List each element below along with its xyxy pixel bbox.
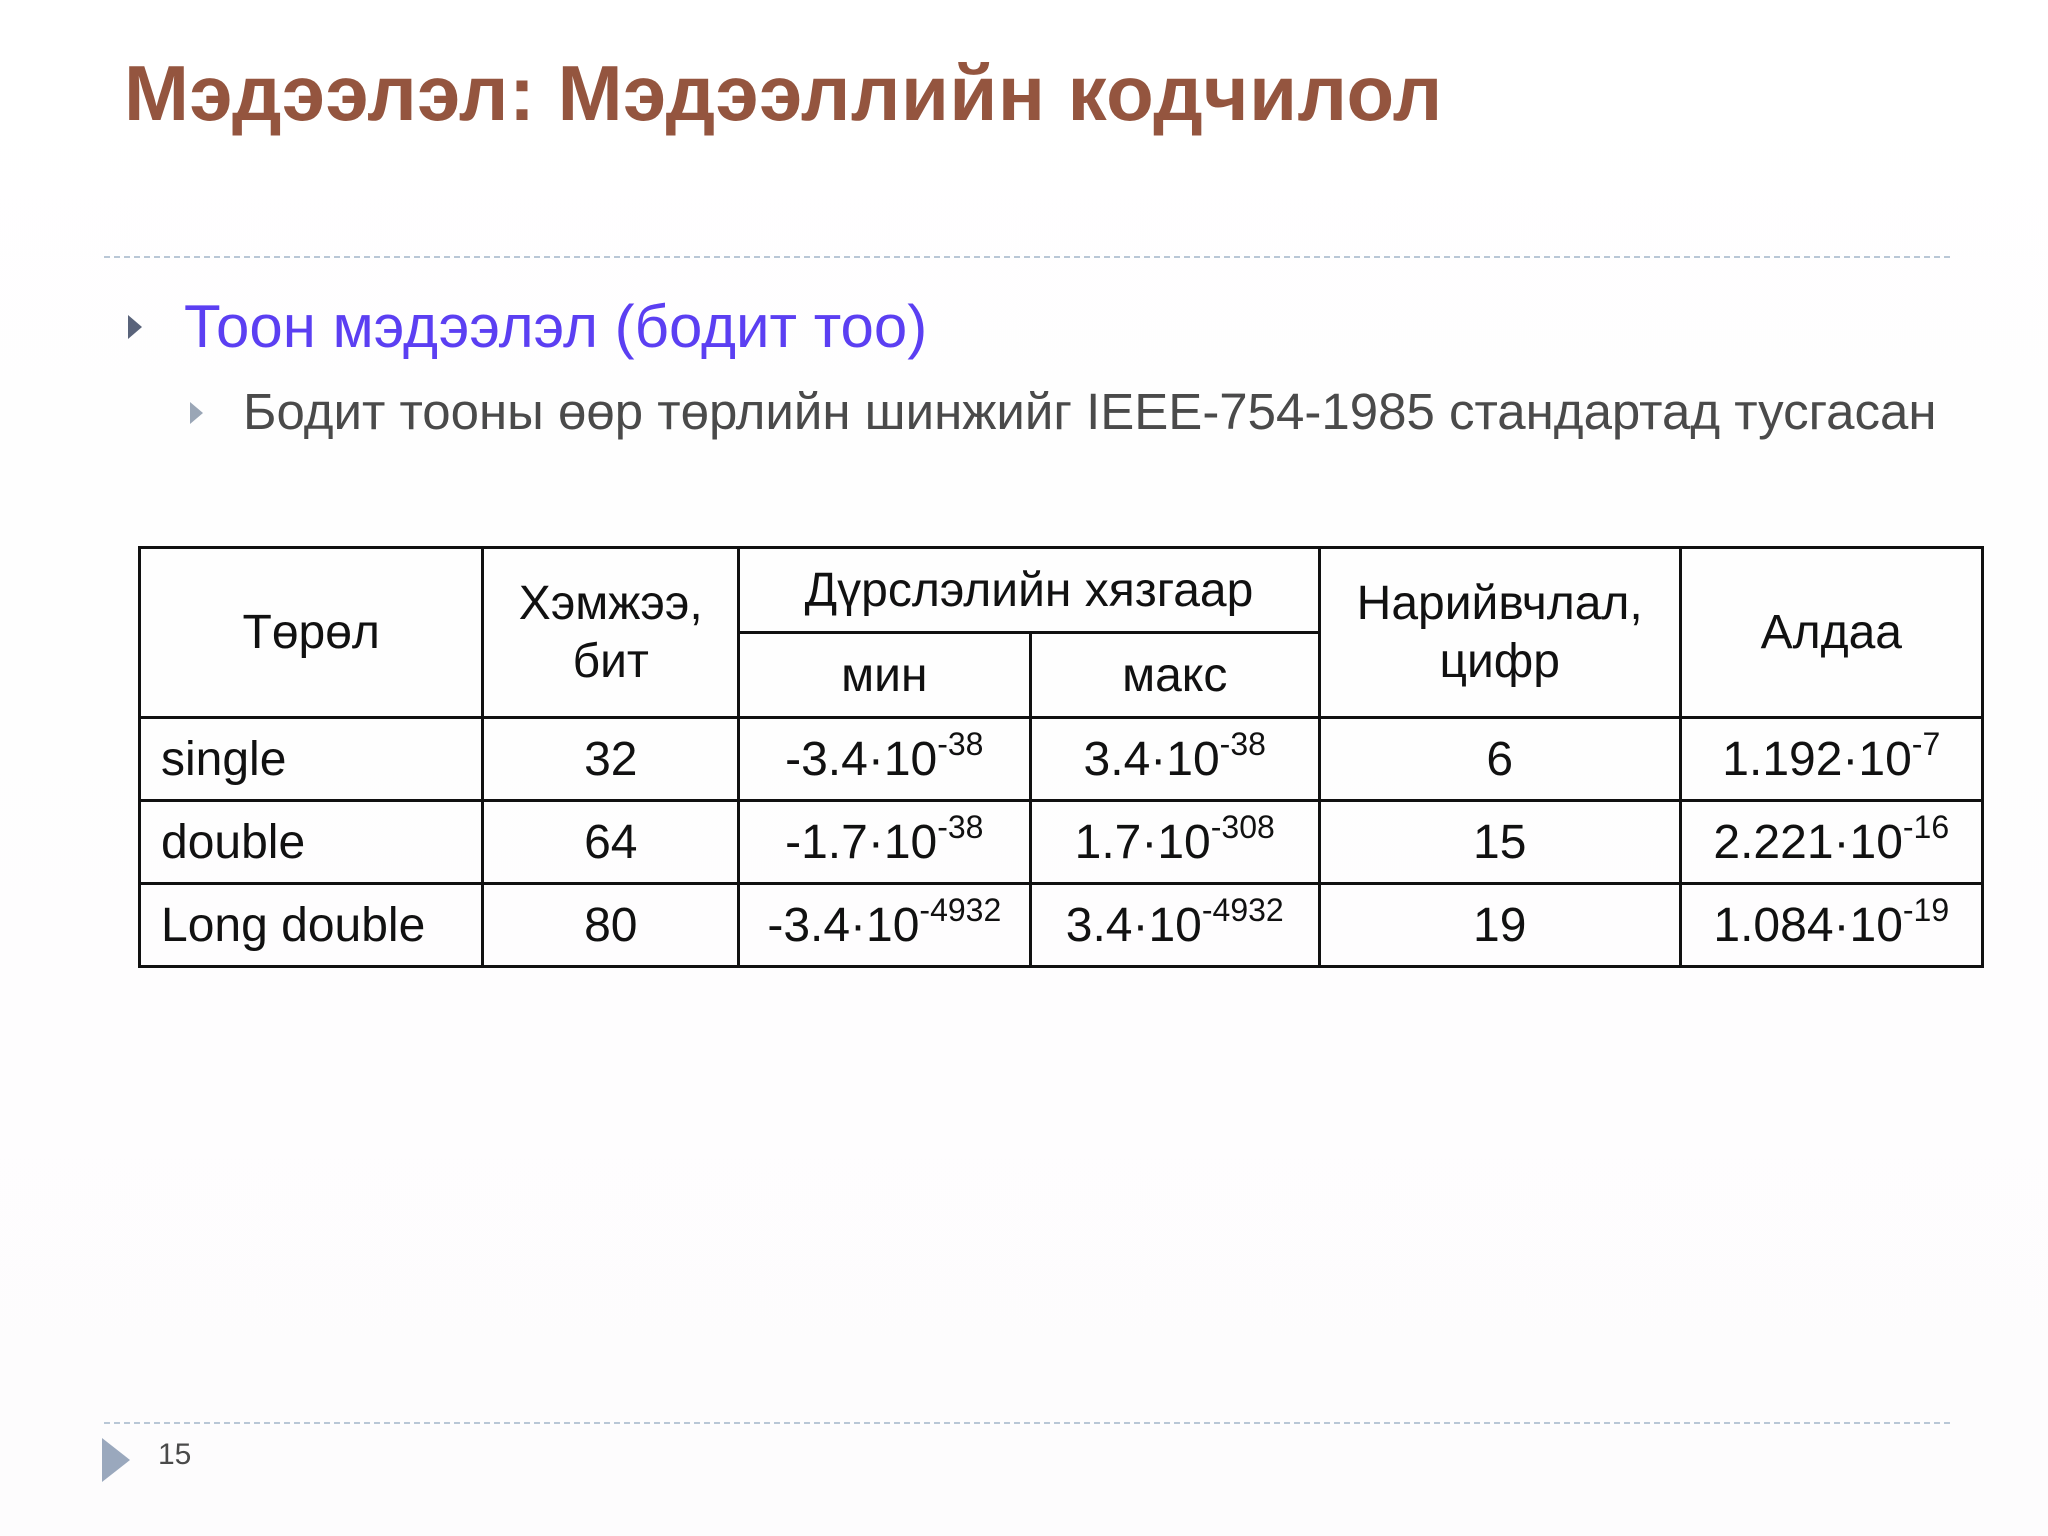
- header-size-text: Хэмжээ, бит: [518, 576, 703, 688]
- cell-min-exponent: -38: [937, 808, 984, 845]
- header-precision-text: Нарийвчлал, цифр: [1356, 576, 1643, 688]
- cell-size: 80: [483, 884, 739, 967]
- cell-max: [1030, 884, 1319, 967]
- header-type: Төрөл: [140, 548, 483, 718]
- header-range: Дүрслэлийн хязгаар: [739, 548, 1320, 633]
- cell-min-mantissa: -3.4·10: [767, 898, 920, 952]
- header-max: макс: [1030, 633, 1319, 718]
- cell-precision: 19: [1319, 884, 1680, 967]
- cell-max-exponent: -308: [1210, 808, 1275, 845]
- cell-error-exponent: -19: [1902, 891, 1950, 928]
- table-row: [140, 884, 1983, 967]
- cell-error: [1680, 884, 1982, 967]
- cell-error: [1680, 801, 1982, 884]
- bullet-level1: [128, 292, 927, 361]
- cell-max-mantissa: 3.4·10: [1083, 732, 1220, 786]
- cell-min-mantissa: -1.7·10: [785, 815, 938, 869]
- slide-title: Мэдээлэл: Мэдээллийн кодчилол: [124, 49, 1443, 137]
- cell-error-mantissa: 1.084·10: [1713, 898, 1903, 952]
- table-header-row: [140, 548, 1983, 633]
- bullet-level2: [190, 378, 1963, 446]
- header-size: [483, 548, 739, 718]
- cell-type: single: [140, 718, 483, 801]
- cell-max-exponent: -4932: [1201, 891, 1284, 928]
- cell-min: [739, 884, 1030, 967]
- cell-min-exponent: -38: [937, 725, 984, 762]
- cell-type: Long double: [140, 884, 483, 967]
- bottom-divider: [104, 1422, 1950, 1424]
- cell-max: [1030, 718, 1319, 801]
- cell-max-mantissa: 1.7·10: [1074, 815, 1211, 869]
- cell-min: [739, 718, 1030, 801]
- cell-max-mantissa: 3.4·10: [1065, 898, 1202, 952]
- cell-min: [739, 801, 1030, 884]
- cell-min-mantissa: -3.4·10: [785, 732, 938, 786]
- cell-error-exponent: -7: [1911, 725, 1941, 762]
- cell-error-mantissa: 1.192·10: [1722, 732, 1912, 786]
- cell-error-mantissa: 2.221·10: [1713, 815, 1903, 869]
- bullet-level1-text: Тоон мэдээлэл (бодит тоо): [184, 293, 928, 360]
- cell-precision: 15: [1319, 801, 1680, 884]
- cell-error-exponent: -16: [1902, 808, 1950, 845]
- header-min: мин: [739, 633, 1030, 718]
- sub-bullet-triangle-icon: [190, 402, 203, 424]
- page-marker-triangle-icon: [102, 1438, 130, 1482]
- bullet-level2-text: Бодит тооны өөр төрлийн шинжийг IEEE-754-1985 стандартад тусгасан: [243, 383, 1937, 440]
- cell-size: 64: [483, 801, 739, 884]
- cell-precision: 6: [1319, 718, 1680, 801]
- cell-max-exponent: -38: [1219, 725, 1266, 762]
- table-row: [140, 718, 1983, 801]
- cell-min-exponent: -4932: [919, 891, 1002, 928]
- cell-max: [1030, 801, 1319, 884]
- cell-size: 32: [483, 718, 739, 801]
- top-divider: [104, 256, 1950, 258]
- cell-error: [1680, 718, 1982, 801]
- cell-type: double: [140, 801, 483, 884]
- header-error: Алдаа: [1680, 548, 1982, 718]
- bullet-triangle-icon: [128, 315, 142, 339]
- table-row: [140, 801, 1983, 884]
- header-precision: [1319, 548, 1680, 718]
- float-types-table: [138, 546, 1984, 968]
- page-number: 15: [158, 1438, 192, 1471]
